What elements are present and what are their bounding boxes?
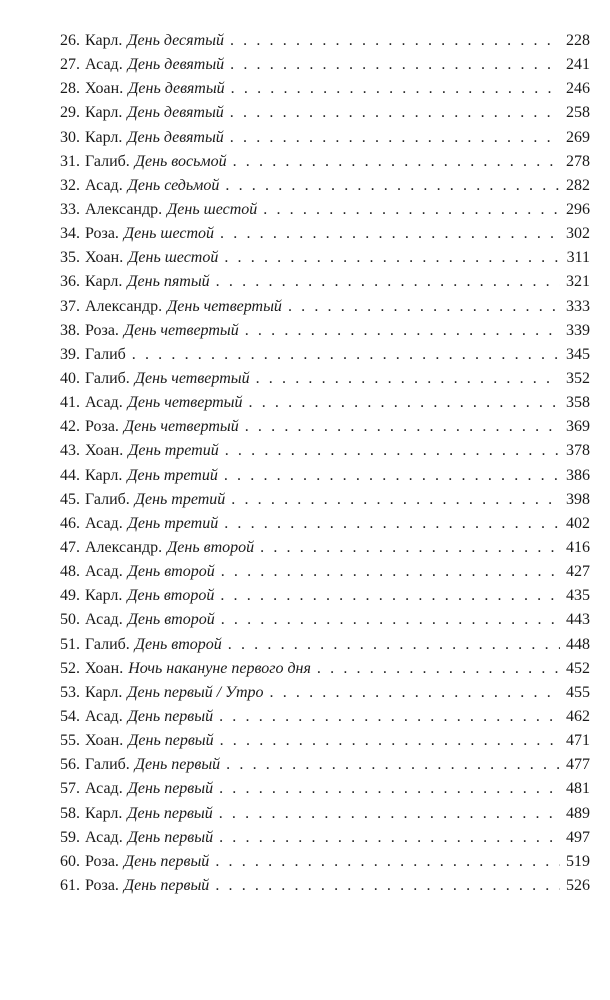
entry-title: День девятый xyxy=(127,56,225,74)
entry-page-number: 471 xyxy=(566,732,590,750)
dot-leader xyxy=(224,464,560,488)
entry-title: День шестой xyxy=(123,225,215,243)
entry-narrator: Асад. xyxy=(85,611,123,629)
entry-page-number: 345 xyxy=(566,345,590,363)
entry-page-number: 443 xyxy=(566,611,590,629)
dot-leader xyxy=(219,705,560,729)
entry-page-number: 258 xyxy=(566,104,590,122)
dot-leader xyxy=(231,77,560,101)
entry-narrator: Александр. xyxy=(85,538,163,556)
entry-title: День четвертый xyxy=(167,297,282,315)
entry-page-number: 497 xyxy=(566,828,590,846)
entry-title: День четвертый xyxy=(123,321,239,339)
entry-number: 37. xyxy=(60,297,80,315)
dot-leader xyxy=(230,29,560,53)
entry-title: День первый xyxy=(127,804,213,822)
dot-leader xyxy=(220,584,560,608)
toc-entry[interactable] xyxy=(60,705,590,729)
entry-page-number: 302 xyxy=(566,225,590,243)
entry-narrator: Роза. xyxy=(85,418,119,436)
entry-narrator: Карл. xyxy=(85,466,123,484)
entry-number: 41. xyxy=(60,394,80,412)
entry-page-number: 427 xyxy=(566,563,590,581)
entry-narrator: Галиб. xyxy=(85,490,130,508)
entry-narrator: Асад. xyxy=(85,780,123,798)
dot-leader xyxy=(215,874,560,898)
dot-leader xyxy=(245,415,560,439)
entry-number: 54. xyxy=(60,707,80,725)
toc-entry[interactable] xyxy=(60,777,590,801)
toc-entry[interactable] xyxy=(60,681,590,705)
toc-entry[interactable] xyxy=(60,319,590,343)
entry-narrator: Карл. xyxy=(85,104,123,122)
entry-number: 48. xyxy=(60,563,80,581)
toc-entry[interactable] xyxy=(60,584,590,608)
entry-narrator: Асад. xyxy=(85,56,123,74)
entry-number: 57. xyxy=(60,780,80,798)
toc-entry[interactable] xyxy=(60,753,590,777)
toc-entry[interactable] xyxy=(60,391,590,415)
toc-entry[interactable] xyxy=(60,367,590,391)
dot-leader xyxy=(270,681,561,705)
entry-page-number: 435 xyxy=(566,587,590,605)
toc-entry[interactable] xyxy=(60,657,590,681)
entry-page-number: 519 xyxy=(566,852,590,870)
entry-page-number: 358 xyxy=(566,394,590,412)
entry-narrator: Карл. xyxy=(85,683,123,701)
entry-title: День четвертый xyxy=(134,369,250,387)
entry-title: День третий xyxy=(134,490,226,508)
entry-number: 31. xyxy=(60,152,80,170)
entry-title: День третий xyxy=(127,466,218,484)
entry-number: 28. xyxy=(60,80,80,98)
entry-page-number: 278 xyxy=(566,152,590,170)
entry-number: 34. xyxy=(60,225,80,243)
entry-page-number: 526 xyxy=(566,876,590,894)
entry-number: 42. xyxy=(60,418,80,436)
toc-entry[interactable] xyxy=(60,512,590,536)
entry-narrator: Хоан. xyxy=(85,80,124,98)
entry-title: День первый xyxy=(127,707,214,725)
entry-page-number: 462 xyxy=(566,707,590,725)
dot-leader xyxy=(224,246,560,270)
entry-narrator: Карл. xyxy=(85,587,123,605)
toc-entry[interactable] xyxy=(60,246,590,270)
entry-number: 55. xyxy=(60,732,80,750)
entry-title: День первый / Утро xyxy=(127,683,264,701)
entry-narrator: Галиб. xyxy=(85,152,130,170)
entry-page-number: 378 xyxy=(566,442,590,460)
entry-title: День восьмой xyxy=(134,152,227,170)
entry-number: 49. xyxy=(60,587,80,605)
entry-number: 26. xyxy=(60,32,80,49)
entry-narrator: Хоан. xyxy=(85,442,124,460)
entry-narrator: Асад. xyxy=(85,394,123,412)
entry-narrator: Карл. xyxy=(85,273,123,291)
entry-page-number: 369 xyxy=(566,418,590,436)
entry-number: 35. xyxy=(60,249,80,267)
toc-entry[interactable] xyxy=(60,633,590,657)
entry-number: 56. xyxy=(60,756,80,774)
entry-page-number: 402 xyxy=(566,514,590,532)
dot-leader xyxy=(224,512,560,536)
entry-title: День девятый xyxy=(128,80,225,98)
entry-narrator: Роза. xyxy=(85,876,119,894)
entry-number: 32. xyxy=(60,176,80,194)
toc-entry[interactable] xyxy=(60,77,590,101)
entry-title: День десятый xyxy=(127,32,224,49)
toc-entry[interactable] xyxy=(60,29,590,53)
entry-number: 51. xyxy=(60,635,80,653)
toc-entry[interactable] xyxy=(60,198,590,222)
entry-title: День первый xyxy=(123,852,210,870)
dot-leader xyxy=(317,657,560,681)
dot-leader xyxy=(230,101,560,125)
dot-leader xyxy=(220,729,560,753)
dot-leader xyxy=(230,53,560,77)
entry-page-number: 477 xyxy=(566,756,590,774)
entry-title: День пятый xyxy=(127,273,210,291)
entry-narrator: Асад. xyxy=(85,514,123,532)
dot-leader xyxy=(245,319,560,343)
entry-narrator: Карл. xyxy=(85,804,123,822)
toc-entry[interactable] xyxy=(60,488,590,512)
entry-title: День второй xyxy=(127,611,215,629)
dot-leader xyxy=(225,439,560,463)
dot-leader xyxy=(219,802,560,826)
entry-narrator: Галиб. xyxy=(85,756,130,774)
entry-narrator: Асад. xyxy=(85,176,123,194)
entry-number: 59. xyxy=(60,828,80,846)
entry-number: 47. xyxy=(60,538,80,556)
entry-narrator: Александр. xyxy=(85,200,163,218)
entry-title: День первый xyxy=(127,780,214,798)
entry-number: 53. xyxy=(60,683,80,701)
dot-leader xyxy=(228,633,560,657)
toc-entry[interactable] xyxy=(60,826,590,850)
entry-page-number: 296 xyxy=(566,200,590,218)
entry-narrator: Асад. xyxy=(85,707,123,725)
entry-number: 38. xyxy=(60,321,80,339)
entry-number: 50. xyxy=(60,611,80,629)
entry-narrator: Карл. xyxy=(85,128,123,146)
entry-title: День девятый xyxy=(127,128,224,146)
entry-page-number: 398 xyxy=(566,490,590,508)
dot-leader xyxy=(230,126,560,150)
dot-leader xyxy=(233,150,560,174)
entry-title: Ночь накануне первого дня xyxy=(128,659,311,677)
entry-title: День четвертый xyxy=(127,394,243,412)
entry-page-number: 339 xyxy=(566,321,590,339)
entry-number: 27. xyxy=(60,56,80,74)
entry-page-number: 489 xyxy=(566,804,590,822)
dot-leader xyxy=(219,777,560,801)
entry-number: 60. xyxy=(60,852,80,870)
entry-narrator: Галиб. xyxy=(85,369,130,387)
entry-narrator: Александр. xyxy=(85,297,163,315)
toc-entry[interactable] xyxy=(60,415,590,439)
entry-title: День девятый xyxy=(127,104,224,122)
entry-page-number: 246 xyxy=(566,80,590,98)
dot-leader xyxy=(263,198,560,222)
entry-page-number: 352 xyxy=(566,369,590,387)
entry-narrator: Роза. xyxy=(85,852,119,870)
dot-leader xyxy=(249,391,560,415)
entry-page-number: 448 xyxy=(566,635,590,653)
entry-narrator: Роза. xyxy=(85,321,119,339)
entry-page-number: 269 xyxy=(566,128,590,146)
dot-leader xyxy=(256,367,560,391)
entry-title: День второй xyxy=(127,587,215,605)
entry-page-number: 455 xyxy=(566,683,590,701)
entry-number: 61. xyxy=(60,876,80,894)
entry-page-number: 416 xyxy=(566,538,590,556)
toc-entry[interactable] xyxy=(60,874,590,898)
entry-number: 40. xyxy=(60,369,80,387)
entry-number: 30. xyxy=(60,128,80,146)
entry-narrator: Асад. xyxy=(85,563,123,581)
entry-narrator: Асад. xyxy=(85,828,123,846)
toc-entry[interactable] xyxy=(60,222,590,246)
dot-leader xyxy=(219,826,560,850)
toc-entry[interactable] xyxy=(60,53,590,77)
entry-narrator: Галиб. xyxy=(85,635,130,653)
entry-number: 46. xyxy=(60,514,80,532)
entry-page-number: 452 xyxy=(566,659,590,677)
toc-entry[interactable] xyxy=(60,560,590,584)
entry-title: День третий xyxy=(127,514,219,532)
toc-entry[interactable] xyxy=(60,270,590,294)
dot-leader xyxy=(260,536,560,560)
dot-leader xyxy=(221,608,560,632)
dot-leader xyxy=(231,488,560,512)
entry-page-number: 481 xyxy=(566,780,590,798)
dot-leader xyxy=(132,343,560,367)
entry-title: День второй xyxy=(134,635,222,653)
toc-entry[interactable] xyxy=(60,850,590,874)
entry-title: День четвертый xyxy=(123,418,239,436)
toc-entry[interactable] xyxy=(60,126,590,150)
entry-page-number: 241 xyxy=(566,56,590,74)
entry-narrator: Хоан. xyxy=(85,732,124,750)
entry-title: День первый xyxy=(123,876,210,894)
entry-number: 29. xyxy=(60,104,80,122)
entry-page-number: 311 xyxy=(566,249,590,267)
entry-number: 39. xyxy=(60,345,80,363)
entry-number: 44. xyxy=(60,466,80,484)
entry-title: День первый xyxy=(127,828,214,846)
entry-narrator: Галиб xyxy=(85,345,126,363)
entry-title: День шестой xyxy=(128,249,219,267)
dot-leader xyxy=(226,753,560,777)
entry-title: День второй xyxy=(127,563,215,581)
entry-narrator: Карл. xyxy=(85,32,123,49)
toc-entry[interactable] xyxy=(60,295,590,319)
entry-number: 36. xyxy=(60,273,80,291)
entry-narrator: Роза. xyxy=(85,225,119,243)
dot-leader xyxy=(221,560,560,584)
entry-number: 33. xyxy=(60,200,80,218)
toc-entry[interactable] xyxy=(60,536,590,560)
entry-title: День седьмой xyxy=(127,176,220,194)
entry-narrator: Хоан. xyxy=(85,249,124,267)
entry-page-number: 333 xyxy=(566,297,590,315)
toc-entry[interactable] xyxy=(60,802,590,826)
toc-entry[interactable] xyxy=(60,343,590,367)
entry-page-number: 321 xyxy=(566,273,590,291)
table-of-contents xyxy=(60,29,590,898)
entry-title: День первый xyxy=(134,756,221,774)
entry-title: День шестой xyxy=(167,200,258,218)
entry-page-number: 282 xyxy=(566,176,590,194)
toc-entry[interactable] xyxy=(60,439,590,463)
dot-leader xyxy=(220,222,560,246)
toc-entry[interactable] xyxy=(60,174,590,198)
toc-entry[interactable] xyxy=(60,608,590,632)
toc-entry[interactable] xyxy=(60,101,590,125)
entry-narrator: Хоан. xyxy=(85,659,124,677)
entry-title: День третий xyxy=(128,442,219,460)
entry-number: 52. xyxy=(60,659,80,677)
toc-entry[interactable] xyxy=(60,150,590,174)
entry-page-number: 386 xyxy=(566,466,590,484)
toc-entry[interactable] xyxy=(60,729,590,753)
entry-number: 43. xyxy=(60,442,80,460)
entry-page-number: 228 xyxy=(566,32,590,49)
dot-leader xyxy=(216,270,560,294)
toc-entry[interactable] xyxy=(60,464,590,488)
entry-number: 58. xyxy=(60,804,80,822)
dot-leader xyxy=(225,174,560,198)
entry-title: День второй xyxy=(167,538,255,556)
entry-number: 45. xyxy=(60,490,80,508)
dot-leader xyxy=(215,850,560,874)
dot-leader xyxy=(288,295,560,319)
entry-title: День первый xyxy=(128,732,214,750)
